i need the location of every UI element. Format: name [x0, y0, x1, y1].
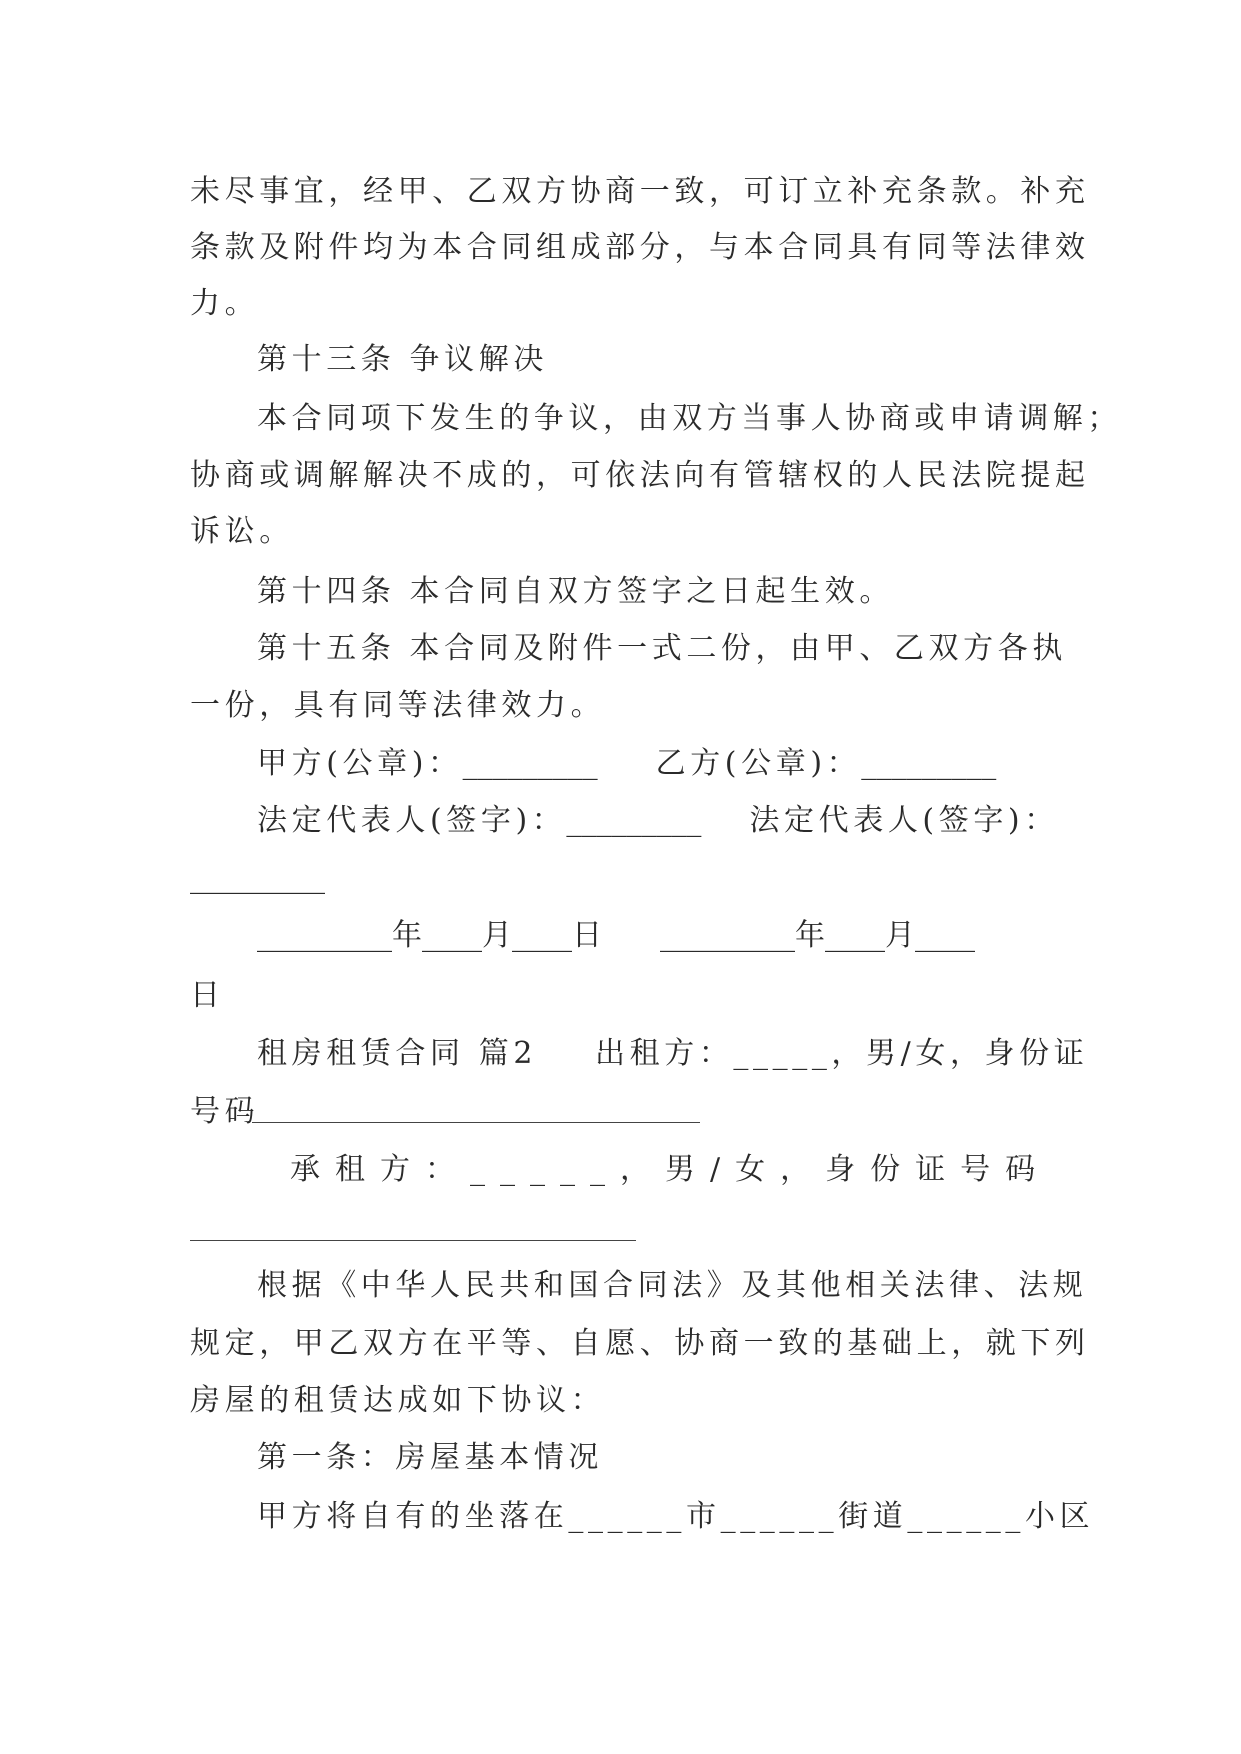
lessor-id-underline: [252, 1122, 700, 1123]
party-b-date: _________年____月____: [660, 918, 975, 953]
article-15: 第十五条 本合同及附件一式二份，由甲、乙双方各执: [257, 631, 1067, 666]
date-line: [257, 916, 975, 956]
party-a-seal-label: 甲方(公章)：: [257, 746, 463, 781]
part2-heading-line: [257, 1034, 1088, 1074]
signature-seal-line: [257, 744, 996, 784]
part2-heading: 租房租赁合同 篇2: [257, 1036, 538, 1071]
paragraph-line: 条款及附件均为本合同组成部分，与本合同具有同等法律效: [190, 230, 1090, 265]
party-b-rep-blank: _________: [190, 860, 325, 895]
lessee-info: 承租方：_____，男/女，身份证号码: [290, 1152, 1051, 1187]
intro-line: 规定，甲乙双方在平等、自愿、协商一致的基础上，就下列: [190, 1326, 1090, 1361]
paragraph-line: 一份，具有同等法律效力。: [190, 688, 606, 723]
party-a-rep-blank: _________: [566, 803, 702, 838]
party-a-rep-label: 法定代表人(签字)：: [257, 803, 567, 838]
article-1-text: 甲方将自有的坐落在______市______街道______小区: [257, 1499, 1095, 1534]
article-1-heading: 第一条：房屋基本情况: [257, 1440, 603, 1475]
party-a-seal-blank: _________: [462, 746, 598, 781]
paragraph-line: 本合同项下发生的争议，由双方当事人协商或申请调解；: [257, 401, 1122, 436]
party-b-rep-label: 法定代表人(签字)：: [749, 803, 1059, 838]
intro-line: 房屋的租赁达成如下协议：: [190, 1383, 606, 1418]
lessor-info: 出租方：_____，男/女，身份证: [595, 1036, 1089, 1071]
representative-signature-line: [257, 801, 1059, 841]
lessee-id-underline: [190, 1240, 636, 1241]
party-b-seal-label: 乙方(公章)：: [655, 746, 862, 781]
date-day-cont: 日: [190, 978, 225, 1013]
party-a-date: _________年____月____日: [257, 918, 602, 953]
article-14: 第十四条 本合同自双方签字之日起生效。: [257, 574, 894, 609]
paragraph-line: 未尽事宜，经甲、乙双方协商一致，可订立补充条款。补充: [190, 174, 1090, 209]
article-13-heading: 第十三条 争议解决: [257, 342, 548, 377]
paragraph-line: 协商或调解解决不成的，可依法向有管辖权的人民法院提起: [190, 458, 1090, 493]
party-b-seal-blank: _________: [861, 746, 997, 781]
paragraph-line: 力。: [190, 286, 260, 321]
intro-line: 根据《中华人民共和国合同法》及其他相关法律、法规: [257, 1268, 1088, 1303]
lessor-id-label: 号码: [190, 1094, 260, 1129]
paragraph-line: 诉讼。: [190, 514, 294, 549]
